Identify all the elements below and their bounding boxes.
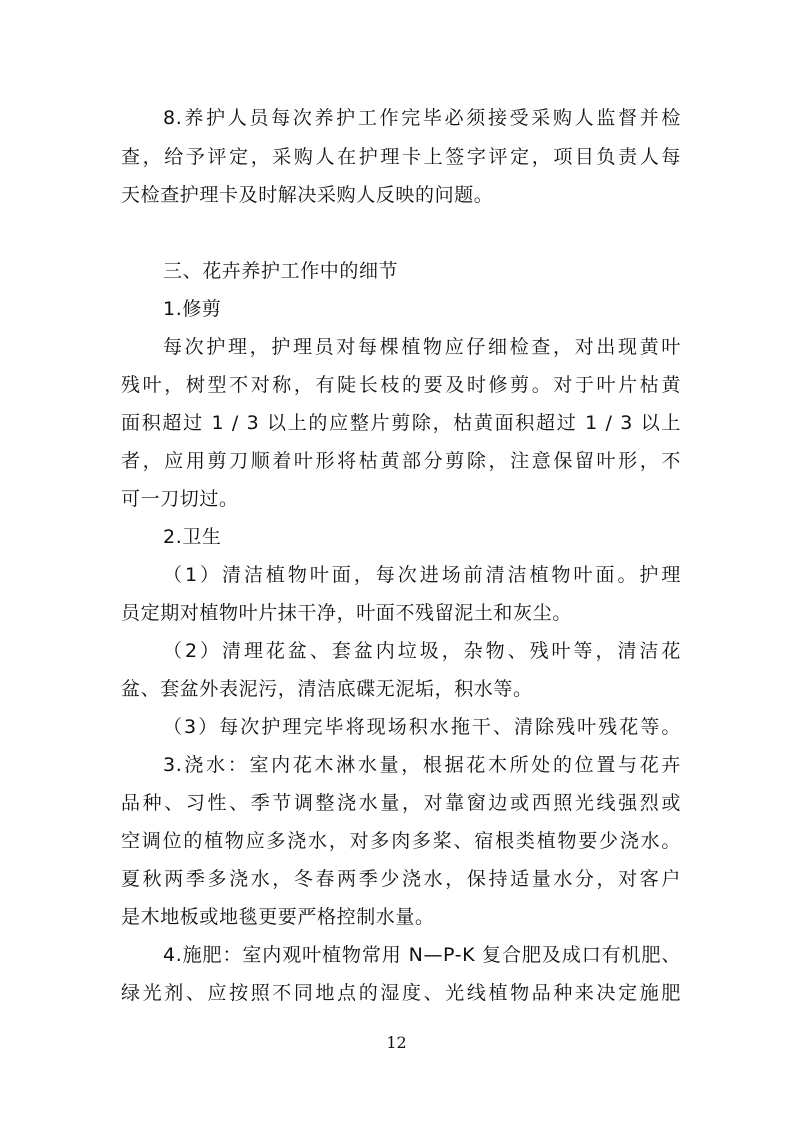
paragraph-line: （1）清洁植物叶面，每次进场前清洁植物叶面。护理: [163, 564, 681, 586]
paragraph-line: 者，应用剪刀顺着叶形将枯黄部分剪除，注意保留叶形，不: [121, 450, 681, 472]
paragraph-line: 空调位的植物应多浇水，对多肉多桨、宿根类植物要少浇水。: [121, 830, 681, 852]
paragraph-line: 8.养护人员每次养护工作完毕必须接受采购人监督并检: [163, 107, 681, 129]
paragraph-line: （3）每次护理完毕将现场积水拖干、清除残叶残花等。: [163, 716, 681, 738]
paragraph-line: 查，给予评定，采购人在护理卡上签字评定，项目负责人每: [121, 146, 681, 168]
paragraph-line: 面积超过 1 / 3 以上的应整片剪除，枯黄面积超过 1 / 3 以上: [121, 412, 681, 434]
paragraph-line: 夏秋两季多浇水，冬春两季少浇水，保持适量水分，对客户: [121, 868, 681, 890]
paragraph-line: 绿光剂、应按照不同地点的湿度、光线植物品种来决定施肥: [121, 982, 681, 1004]
paragraph-line: 是木地板或地毯更要严格控制水量。: [121, 906, 435, 928]
paragraph-line: （2）清理花盆、套盆内垃圾，杂物、残叶等，清洁花: [163, 640, 681, 662]
paragraph-line: 可一刀切过。: [121, 488, 239, 510]
paragraph-line: 员定期对植物叶片抹干净，叶面不残留泥土和灰尘。: [121, 602, 572, 624]
paragraph-line: 残叶，树型不对称，有陡长枝的要及时修剪。对于叶片枯黄: [121, 374, 681, 396]
page-number: 12: [386, 1033, 407, 1052]
paragraph-line: 天检查护理卡及时解决采购人反映的问题。: [121, 184, 494, 206]
paragraph-line: 4.施肥：室内观叶植物常用 N—P-K 复合肥及成口有机肥、: [163, 944, 681, 966]
paragraph-line: 品种、习性、季节调整浇水量，对靠窗边或西照光线强烈或: [121, 792, 681, 814]
subsection-heading: 2.卫生: [163, 526, 222, 548]
paragraph-line: 每次护理，护理员对每棵植物应仔细检查，对出现黄叶: [163, 336, 681, 358]
section-heading: 三、花卉养护工作中的细节: [163, 260, 399, 282]
subsection-heading: 1.修剪: [163, 298, 222, 320]
paragraph-line: 盆、套盆外表泥污，清洁底碟无泥垢，积水等。: [121, 678, 533, 700]
paragraph-line: 3.浇水：室内花木淋水量，根据花木所处的位置与花卉: [163, 754, 681, 776]
